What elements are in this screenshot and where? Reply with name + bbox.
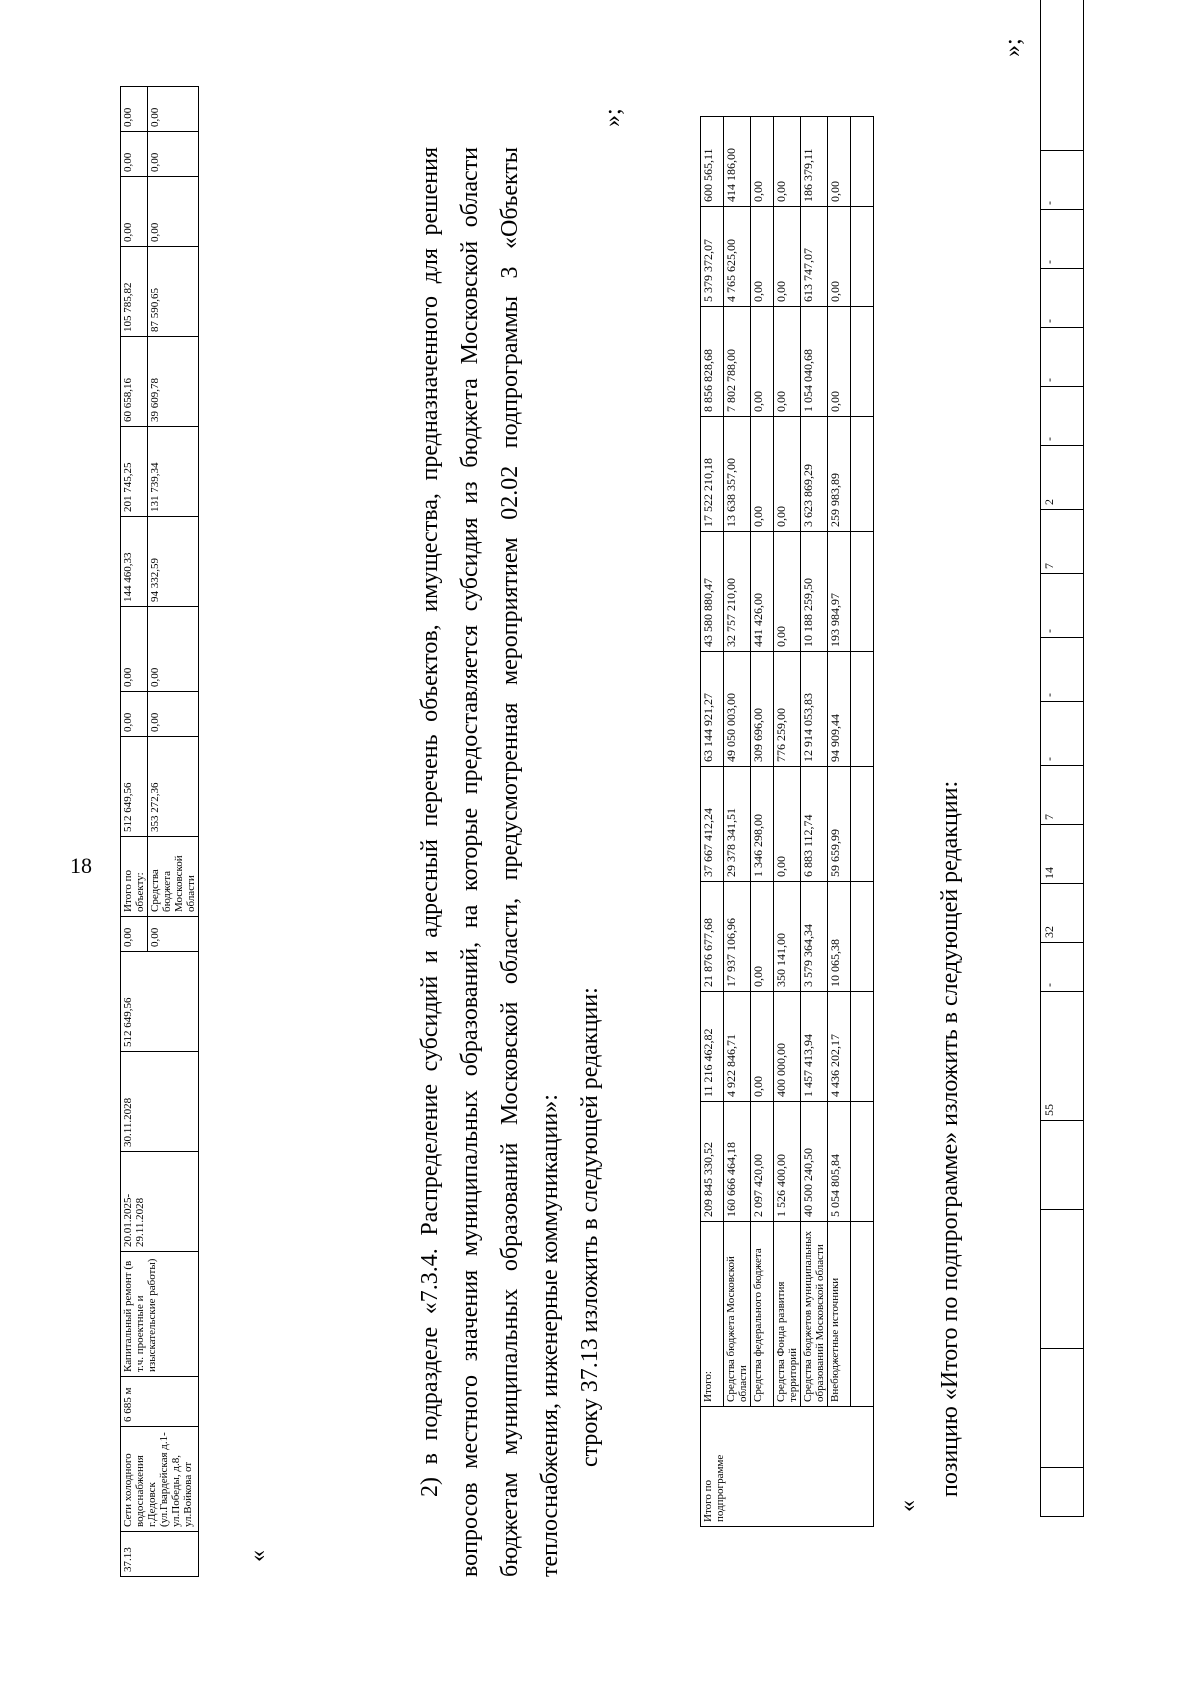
table-cell <box>1041 0 1084 151</box>
value-cell: 0,00 <box>148 692 199 737</box>
value-cell: 353 272,36 <box>148 737 199 837</box>
table-cell: 55 <box>1041 992 1084 1121</box>
table-cell: 7 <box>1041 766 1084 825</box>
table-row <box>121 87 148 1577</box>
value-cell: 144 460,33 <box>121 517 148 607</box>
value-cell: 39 609,78 <box>148 337 199 427</box>
paragraph-2 <box>410 147 610 1577</box>
value-cell: 0,00 <box>774 767 801 882</box>
value-cell: 259 983,89 <box>828 417 851 532</box>
table-cell: - <box>1041 574 1084 638</box>
value-cell: 10 065,38 <box>828 882 851 992</box>
value-cell: 59 659,99 <box>828 767 851 882</box>
closing-quote: »; <box>600 108 626 127</box>
object-name: Сети холодного водоснабжения г.Дедовск (ул.Гвардейская д.1-ул.Победы, д.8, ул.Войкова от <box>121 1427 199 1532</box>
table-cell: 14 <box>1041 825 1084 884</box>
value-cell: 12 914 053,83 <box>801 652 828 767</box>
table-cell: - <box>1041 210 1084 269</box>
table-row <box>851 117 874 1527</box>
value-cell: 94 909,44 <box>828 652 851 767</box>
table-cell: - <box>1041 638 1084 702</box>
row-label: Средства бюджета Московской области <box>148 837 199 917</box>
value-cell: 0,00 <box>828 117 851 207</box>
financed-cell: 0,00 <box>121 917 148 952</box>
value-cell: 11 216 462,82 <box>701 992 724 1102</box>
value-cell: 414 186,00 <box>724 117 751 207</box>
row-header: Итого по подпрограмме <box>701 1407 874 1527</box>
table-cell: - <box>1041 328 1084 387</box>
value-cell: 0,00 <box>828 207 851 307</box>
row-label: Внебюджетные источники <box>828 1222 851 1407</box>
value-cell: 87 590,65 <box>148 247 199 337</box>
capacity: 6 685 м <box>121 1377 199 1427</box>
value-cell: 60 658,16 <box>121 337 148 427</box>
row-number: 37.13 <box>121 1532 199 1577</box>
value-cell: 193 984,97 <box>828 532 851 652</box>
page-number: 18 <box>70 853 92 878</box>
value-cell: 4 436 202,17 <box>828 992 851 1102</box>
value-cell: 6 883 112,74 <box>801 767 828 882</box>
value-cell: 0,00 <box>774 532 801 652</box>
value-cell: 1 346 298,00 <box>751 767 774 882</box>
value-cell: 1 457 413,94 <box>801 992 828 1102</box>
row-label: Средства бюджетов муниципальных образований Московской области <box>801 1222 828 1407</box>
paragraph-text: 2) в подразделе «7.3.4. Распределение субсидий и адресный перечень объектов, имущества, предназначенного для решения вопросов местного значения муниципальных образований, на которые предоставляется субсидия из бюджета Московской области бюджетам муниципальных образований Московской области, предусмотренная мероприятием 02.02 подпрограммы 3 «Объекты теплоснабжения, инженерные коммуникации»: <box>417 147 563 1577</box>
subprogram-total-table <box>700 116 874 1527</box>
value-cell: 0,00 <box>774 417 801 532</box>
value-cell: 0,00 <box>828 307 851 417</box>
value-cell: 5 379 372,07 <box>701 207 724 307</box>
value-cell: 8 856 828,68 <box>701 307 724 417</box>
table-cell: - <box>1041 943 1084 992</box>
value-cell: 0,00 <box>751 417 774 532</box>
table-row <box>801 117 828 1527</box>
value-cell: 201 745,25 <box>121 427 148 517</box>
work-dates: 20.01.2025-29.11.2028 <box>121 1152 199 1252</box>
financed-cell: 0,00 <box>148 917 199 952</box>
table-cell: 7 <box>1041 510 1084 574</box>
table-cell <box>1041 1349 1084 1468</box>
value-cell: 441 426,00 <box>751 532 774 652</box>
value-cell: 32 757 210,00 <box>724 532 751 652</box>
value-cell: 0,00 <box>121 87 148 132</box>
value-cell: 309 696,00 <box>751 652 774 767</box>
value-cell: 0,00 <box>148 177 199 247</box>
value-cell: 3 579 364,34 <box>801 882 828 992</box>
value-cell: 160 666 464,18 <box>724 1102 751 1222</box>
value-cell: 209 845 330,52 <box>701 1102 724 1222</box>
value-cell: 0,00 <box>121 692 148 737</box>
row-label: Итого: <box>701 1222 724 1407</box>
value-cell: 49 050 003,00 <box>724 652 751 767</box>
value-cell: 0,00 <box>751 992 774 1102</box>
paragraph-text: строку 37.13 изложить в следующей редакции: <box>577 987 603 1467</box>
value-cell: 0,00 <box>121 607 148 692</box>
top-table <box>1040 0 1084 1517</box>
table-cell: 32 <box>1041 884 1084 943</box>
cost: 512 649,56 <box>121 952 199 1052</box>
value-cell: 0,00 <box>751 207 774 307</box>
value-cell: 350 141,00 <box>774 882 801 992</box>
table-cell <box>1041 1468 1084 1517</box>
table-row <box>828 117 851 1527</box>
value-cell: 13 638 357,00 <box>724 417 751 532</box>
value-cell: 21 876 677,68 <box>701 882 724 992</box>
value-cell: 1 054 040,68 <box>801 307 828 417</box>
value-cell: 1 526 400,00 <box>774 1102 801 1222</box>
value-cell: 0,00 <box>774 307 801 417</box>
opening-quote: « <box>245 1550 271 1562</box>
value-cell: 4 765 625,00 <box>724 207 751 307</box>
closing-quote: »; <box>1000 38 1026 57</box>
value-cell: 17 937 106,96 <box>724 882 751 992</box>
table-cell: 2 <box>1041 446 1084 510</box>
value-cell: 613 747,07 <box>801 207 828 307</box>
value-cell: 0,00 <box>751 307 774 417</box>
value-cell: 3 623 869,29 <box>801 417 828 532</box>
table-row <box>724 117 751 1527</box>
value-cell: 0,00 <box>121 177 148 247</box>
value-cell: 63 144 921,27 <box>701 652 724 767</box>
value-cell: 4 922 846,71 <box>724 992 751 1102</box>
opening-quote: « <box>895 1500 921 1512</box>
value-cell: 94 332,59 <box>148 517 199 607</box>
value-cell: 43 580 880,47 <box>701 532 724 652</box>
value-cell: 0,00 <box>121 132 148 177</box>
table-row <box>774 117 801 1527</box>
value-cell: 29 378 341,51 <box>724 767 751 882</box>
table-cell <box>1041 1121 1084 1210</box>
value-cell: 17 522 210,18 <box>701 417 724 532</box>
value-cell: 37 667 412,24 <box>701 767 724 882</box>
heading-text: позицию «Итого по подпрограмме» изложить в следующей редакции: <box>937 780 963 1497</box>
value-cell: 776 259,00 <box>774 652 801 767</box>
value-cell: 10 188 259,50 <box>801 532 828 652</box>
value-cell: 0,00 <box>751 117 774 207</box>
row-label: Средства федерального бюджета <box>751 1222 774 1407</box>
value-cell: 105 785,82 <box>121 247 148 337</box>
value-cell: 186 379,11 <box>801 117 828 207</box>
table-cell: - <box>1041 387 1084 446</box>
value-cell: 0,00 <box>751 882 774 992</box>
row-label: Средства бюджета Московской области <box>724 1222 751 1407</box>
value-cell: 0,00 <box>774 207 801 307</box>
value-cell: 7 802 788,00 <box>724 307 751 417</box>
value-cell: 131 739,34 <box>148 427 199 517</box>
table-row <box>751 117 774 1527</box>
value-cell: 0,00 <box>774 117 801 207</box>
table-cell <box>1041 1210 1084 1349</box>
object-row-table <box>120 86 199 1577</box>
value-cell: 600 565,11 <box>701 117 724 207</box>
table-cell: - <box>1041 151 1084 210</box>
value-cell: 400 000,00 <box>774 992 801 1102</box>
value-cell: 0,00 <box>148 607 199 692</box>
table-row <box>701 117 724 1527</box>
value-cell: 5 054 805,84 <box>828 1102 851 1222</box>
table-cell: - <box>1041 702 1084 766</box>
value-cell: 40 500 240,50 <box>801 1102 828 1222</box>
value-cell: 0,00 <box>148 87 199 132</box>
row-label: Итого по объекту: <box>121 837 148 917</box>
table-cell: - <box>1041 269 1084 328</box>
value-cell: 0,00 <box>148 132 199 177</box>
value-cell: 2 097 420,00 <box>751 1102 774 1222</box>
value-cell: 512 649,56 <box>121 737 148 837</box>
row-label: Средства Фонда развития территорий <box>774 1222 801 1407</box>
table-row <box>1041 0 1084 1517</box>
work-type: Капитальный ремонт (в т.ч. проектные и изыскательские работы) <box>121 1252 199 1377</box>
completion-date: 30.11.2028 <box>121 1052 199 1152</box>
